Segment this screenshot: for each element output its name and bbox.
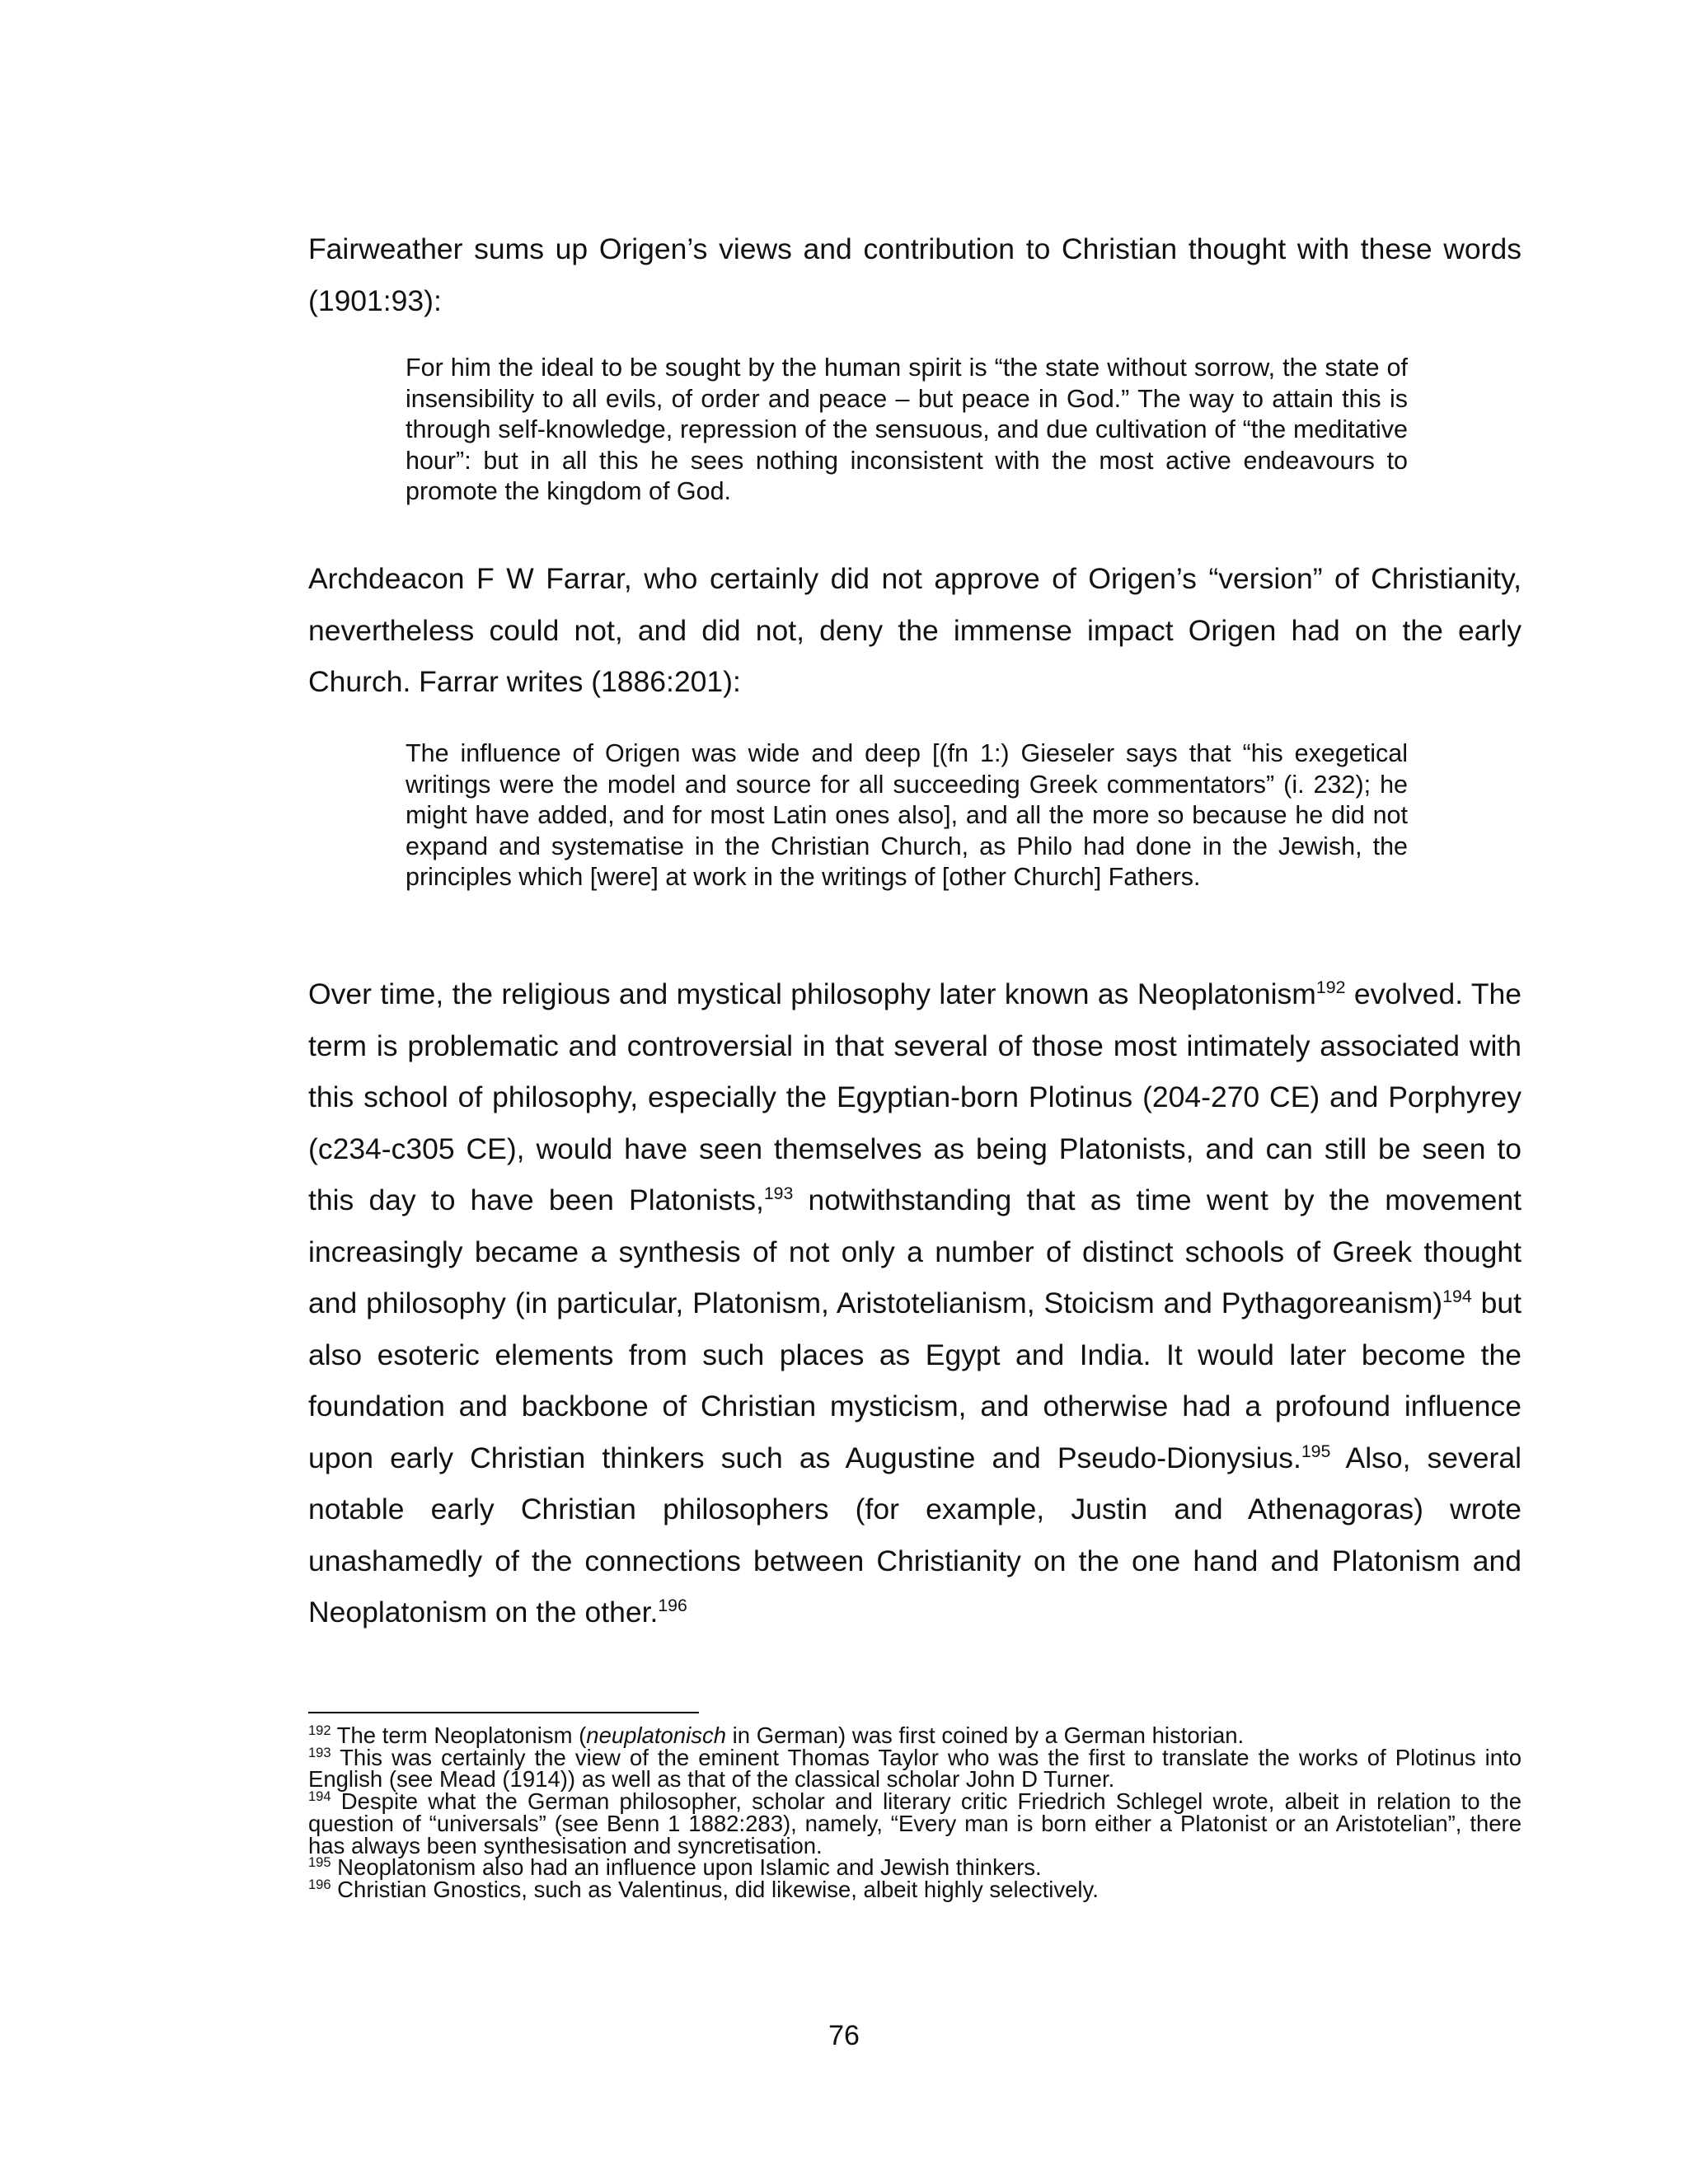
fairweather-block-quote: For him the ideal to be sought by the human spirit is “the state without sorrow, the state of insensibility to all evils, of order and peace – but peace in God.” The way to attain this is through self-knowledge, repression of the sensuous, and due cultivation of “the meditative hour”: but in all this he sees nothing inconsistent with the most active endeavours to promote the kingdom of God.: [406, 354, 1408, 506]
footnote-ref-195[interactable]: 195: [1301, 1441, 1331, 1461]
neoplatonism-paragraph: [308, 968, 1522, 1638]
footnote-ref-196[interactable]: 196: [658, 1596, 687, 1616]
footnotes: [308, 1722, 1522, 1902]
footnote-ref-193[interactable]: 193: [763, 1183, 794, 1204]
intro-paragraph: Fairweather sums up Origen’s views and contribution to Christian thought with these words (1901:93):: [308, 232, 1522, 317]
footnote-separator: [308, 1712, 699, 1713]
neoplatonism-text-1: Over time, the religious and mystical philosophy later known as Neoplatonism: [308, 977, 1316, 1010]
footnote-196: [308, 1876, 1522, 1902]
footnote-192-text-a: The term Neoplatonism (: [331, 1722, 587, 1748]
footnote-193-text: This was certainly the view of the eminent Thomas Taylor who was the first to translate the works of Plotinus into English (see Mead (1914)) as well as that of the classical scholar John D Turner.: [308, 1744, 1522, 1793]
footnote-192-italic: neuplatonisch: [586, 1722, 727, 1748]
farrar-block-quote: The influence of Origen was wide and deep [(fn 1:) Gieseler says that “his exegetical writings were the model and source for all succeeding Greek commentators” (i. 232); he might have added, and for most Latin ones also], and all the more so because he did not expand and systematise in the Christian Church, as Philo had done in the Jewish, the principles which [were] at work in the writings of [other Church] Fathers.: [406, 739, 1408, 892]
footnote-195: [308, 1854, 1522, 1881]
footnote-196-text: Christian Gnostics, such as Valentinus, did likewise, albeit highly selectively.: [331, 1876, 1099, 1902]
farrar-paragraph: Archdeacon F W Farrar, who certainly did not approve of Origen’s “version” of Christianity, nevertheless could not, and did not, deny the immense impact Origen had on the early Church. Farrar writes (1886:201):: [308, 562, 1522, 698]
footnote-194-text: Despite what the German philosopher, scholar and literary critic Friedrich Schlegel wrote, albeit in relation to the question of “universals” (see Benn 1 1882:283), namely, “Every man is born either a Platonist or an Aristotelian”, there has always been synthesisation and syncretisation.: [308, 1788, 1522, 1858]
neoplatonism-text-2: evolved. The term is problematic and controversial in that several of those most intimately associated with this school of philosophy, especially the Egyptian-born Plotinus (204-270 CE) and Porphyrey (c234-c305 CE), would have seen themselves as being Platonists, and can still be seen to this day to have been Platonists,: [308, 977, 1522, 1216]
footnote-193: [308, 1744, 1522, 1793]
footnote-number-192: 192: [308, 1723, 331, 1739]
footnote-number-196: 196: [308, 1877, 331, 1893]
footnote-192-text-b: in German) was first coined by a German historian.: [726, 1722, 1245, 1748]
footnote-ref-192[interactable]: 192: [1315, 977, 1346, 998]
page-number: 76: [828, 2020, 860, 2051]
footnote-192: [308, 1722, 1522, 1748]
footnote-number-195: 195: [308, 1855, 331, 1871]
neoplatonism-text-3: notwithstanding that as time went by the movement increasingly became a synthesis of not only a number of distinct schools of Greek thought and philosophy (in particular, Platonism, Aristotelianism, Stoicism and Pythagoreanism): [308, 1183, 1522, 1319]
footnote-195-text: Neoplatonism also had an influence upon Islamic and Jewish thinkers.: [331, 1854, 1042, 1881]
footnote-ref-194[interactable]: 194: [1442, 1286, 1472, 1307]
footnote-number-194: 194: [308, 1789, 331, 1805]
neoplatonism-text-5: Also, several notable early Christian philosophers (for example, Justin and Athenagoras) wrote unashamedly of the connections between Christianity on the one hand and Platonism and Neoplatonism on the other.: [308, 1441, 1522, 1629]
footnote-194: [308, 1788, 1522, 1858]
neoplatonism-text-4: but also esoteric elements from such places as Egypt and India. It would later become the foundation and backbone of Christian mysticism, and otherwise had a profound influence upon early Christian thinkers such as Augustine and Pseudo-Dionysius.: [308, 1286, 1522, 1474]
footnote-number-193: 193: [308, 1745, 331, 1760]
